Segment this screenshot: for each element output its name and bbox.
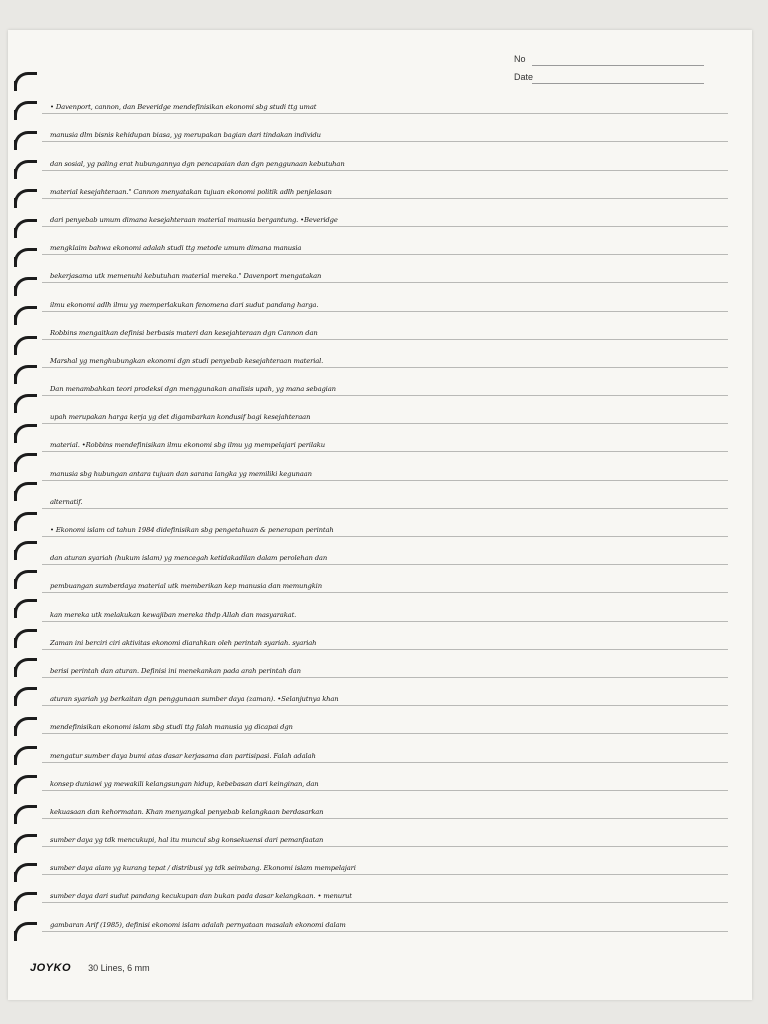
handwritten-line: • Davenport, cannon, dan Beveridge mendefinisikan ekonomi sbg studi ttg umat bbox=[50, 103, 317, 112]
spiral-ring bbox=[14, 277, 37, 296]
ruled-line bbox=[42, 763, 728, 791]
ruled-line bbox=[42, 86, 728, 114]
spiral-ring bbox=[14, 863, 37, 882]
ruled-line bbox=[42, 650, 728, 678]
handwritten-line: aturan syariah yg berkaitan dgn penggunaan sumber daya (zaman). •Selanjutnya khan bbox=[50, 695, 339, 704]
ruled-line bbox=[42, 593, 728, 621]
handwritten-line: sumber daya dari sudut pandang kecukupan dan bukan pada dasar kelangkaan. • menurut bbox=[50, 892, 352, 901]
spiral-ring bbox=[14, 248, 37, 267]
spiral-ring bbox=[14, 306, 37, 325]
ruled-line bbox=[42, 142, 728, 170]
handwritten-line: Zaman ini berciri ciri aktivitas ekonomi diarahkan oleh perintah syariah. syariah bbox=[50, 638, 317, 647]
ruled-line bbox=[42, 340, 728, 368]
brand-logo: JOYKO bbox=[30, 962, 72, 974]
handwritten-line: Robbins mengaitkan definisi berbasis materi dan kesejahteraan dgn Cannon dan bbox=[50, 328, 318, 337]
ruled-line bbox=[42, 283, 728, 311]
spiral-ring bbox=[14, 892, 37, 911]
no-line bbox=[532, 65, 704, 66]
ruled-line bbox=[42, 509, 728, 537]
notebook-page bbox=[8, 30, 752, 1000]
handwritten-line: mengatur sumber daya bumi atas dasar kerjasama dan partisipasi. Falah adalah bbox=[50, 751, 316, 760]
no-field bbox=[514, 50, 704, 68]
ruled-line bbox=[42, 396, 728, 424]
ruled-line bbox=[42, 114, 728, 142]
spiral-ring bbox=[14, 394, 37, 413]
handwritten-line: material kesejahteraan." Cannon menyatakan tujuan ekonomi politik adlh penjelasan bbox=[50, 187, 332, 196]
ruled-line bbox=[42, 227, 728, 255]
ruled-line bbox=[42, 734, 728, 762]
spiral-ring bbox=[14, 101, 37, 120]
spiral-ring bbox=[14, 629, 37, 648]
spiral-ring bbox=[14, 131, 37, 150]
spiral-ring bbox=[14, 570, 37, 589]
handwritten-line: berisi perintah dan aturan. Definisi ini menekankan pada arah perintah dan bbox=[50, 666, 301, 675]
spiral-ring bbox=[14, 219, 37, 238]
ruled-line bbox=[42, 424, 728, 452]
ruled-line bbox=[42, 903, 728, 931]
spiral-ring bbox=[14, 717, 37, 736]
spiral-ring bbox=[14, 805, 37, 824]
paper-spec: 30 Lines, 6 mm bbox=[88, 963, 150, 973]
ruled-line bbox=[42, 368, 728, 396]
handwritten-line: manusia dlm bisnis kehidupan biasa, yg merupakan bagian dari tindakan individu bbox=[50, 131, 321, 140]
handwritten-line: upah merupakan harga kerja yg det digambarkan kondusif bagi kesejahteraan bbox=[50, 413, 311, 422]
spiral-ring bbox=[14, 922, 37, 941]
handwritten-line: dan sosial, yg paling erat hubungannya dgn pencapaian dan dgn penggunaan kebutuhan bbox=[50, 159, 345, 168]
spiral-ring bbox=[14, 72, 37, 91]
spiral-ring bbox=[14, 160, 37, 179]
ruled-line bbox=[42, 537, 728, 565]
ruled-line bbox=[42, 312, 728, 340]
handwritten-line: manusia sbg hubungan antara tujuan dan sarana langka yg memiliki kegunaan bbox=[50, 469, 312, 478]
no-label: No bbox=[514, 54, 526, 64]
handwritten-line: kekuasaan dan kehormatan. Khan menyangkal penyebab kelangkaan berdasarkan bbox=[50, 807, 324, 816]
handwritten-line: gambaran Arif (1985), definisi ekonomi islam adalah pernyataan masalah ekonomi dalam bbox=[50, 920, 346, 929]
spiral-ring bbox=[14, 834, 37, 853]
spiral-ring bbox=[14, 365, 37, 384]
ruled-line bbox=[42, 171, 728, 199]
spiral-ring bbox=[14, 482, 37, 501]
ruled-line bbox=[42, 847, 728, 875]
spiral-binding bbox=[8, 72, 44, 972]
handwritten-line: dan aturan syariah (hukum islam) yg mencegah ketidakadilan dalam perolehan dan bbox=[50, 554, 328, 563]
ruled-line bbox=[42, 565, 728, 593]
spiral-ring bbox=[14, 541, 37, 560]
spiral-ring bbox=[14, 599, 37, 618]
date-line bbox=[532, 83, 704, 84]
spiral-ring bbox=[14, 424, 37, 443]
handwritten-line: Marshal yg menghubungkan ekonomi dgn studi penyebab kesejahteraan material. bbox=[50, 356, 324, 365]
handwritten-line: • Ekonomi islam cd tahun 1984 didefinisikan sbg pengetahuan & penerapan perintah bbox=[50, 526, 334, 534]
handwritten-line: Dan menambahkan teori prodeksi dgn menggunakan analisis upah, yg mana sebagian bbox=[50, 385, 336, 394]
ruled-line bbox=[42, 622, 728, 650]
spiral-ring bbox=[14, 512, 37, 531]
ruled-line bbox=[42, 819, 728, 847]
handwritten-line: bekerjasama utk memenuhi kebutuhan material mereka." Davenport mengatakan bbox=[50, 272, 322, 281]
date-field bbox=[514, 68, 704, 86]
handwritten-text-block bbox=[42, 86, 728, 932]
handwritten-line: alternatif. bbox=[50, 497, 83, 506]
spiral-ring bbox=[14, 658, 37, 677]
ruled-line bbox=[42, 199, 728, 227]
ruled-line bbox=[42, 706, 728, 734]
ruled-line bbox=[42, 481, 728, 509]
spiral-ring bbox=[14, 775, 37, 794]
handwritten-line: sumber daya yg tdk mencukupi, hal itu muncul sbg konsekuensi dari pemanfaatan bbox=[50, 836, 324, 845]
handwritten-line: material. •Robbins mendefinisikan ilmu ekonomi sbg ilmu yg mempelajari perilaku bbox=[50, 441, 325, 450]
page-header bbox=[514, 50, 704, 86]
spiral-ring bbox=[14, 453, 37, 472]
ruled-line bbox=[42, 678, 728, 706]
ruled-line bbox=[42, 452, 728, 480]
ruled-line bbox=[42, 791, 728, 819]
handwritten-line: kan mereka utk melakukan kewajiban mereka thdp Allah dan masyarakat. bbox=[50, 610, 297, 619]
page-footer bbox=[30, 956, 150, 975]
handwritten-line: pembuangan sumberdaya material utk memberikan kep manusia dan memungkin bbox=[50, 582, 322, 591]
handwritten-line: konsep duniawi yg mewakili kelangsungan hidup, kebebasan dari keinginan, dan bbox=[50, 779, 319, 788]
spiral-ring bbox=[14, 687, 37, 706]
spiral-ring bbox=[14, 746, 37, 765]
ruled-line bbox=[42, 875, 728, 903]
spiral-ring bbox=[14, 189, 37, 208]
handwritten-line: mengklaim bahwa ekonomi adalah studi ttg metode umum dimana manusia bbox=[50, 244, 302, 253]
ruled-line bbox=[42, 255, 728, 283]
date-label: Date bbox=[514, 72, 534, 82]
handwritten-line: mendefinisikan ekonomi islam sbg studi ttg falah manusia yg dicapai dgn bbox=[50, 723, 293, 732]
handwritten-line: ilmu ekonomi adlh ilmu yg memperlakukan fenomena dari sudut pandang harga. bbox=[50, 300, 319, 309]
handwritten-line: sumber daya alam yg kurang tepat / distribusi yg tdk seimbang. Ekonomi islam mempelajari bbox=[50, 864, 356, 873]
spiral-ring bbox=[14, 336, 37, 355]
handwritten-line: dari penyebab umum dimana kesejahteraan material manusia bergantung. •Beveridge bbox=[50, 215, 338, 224]
